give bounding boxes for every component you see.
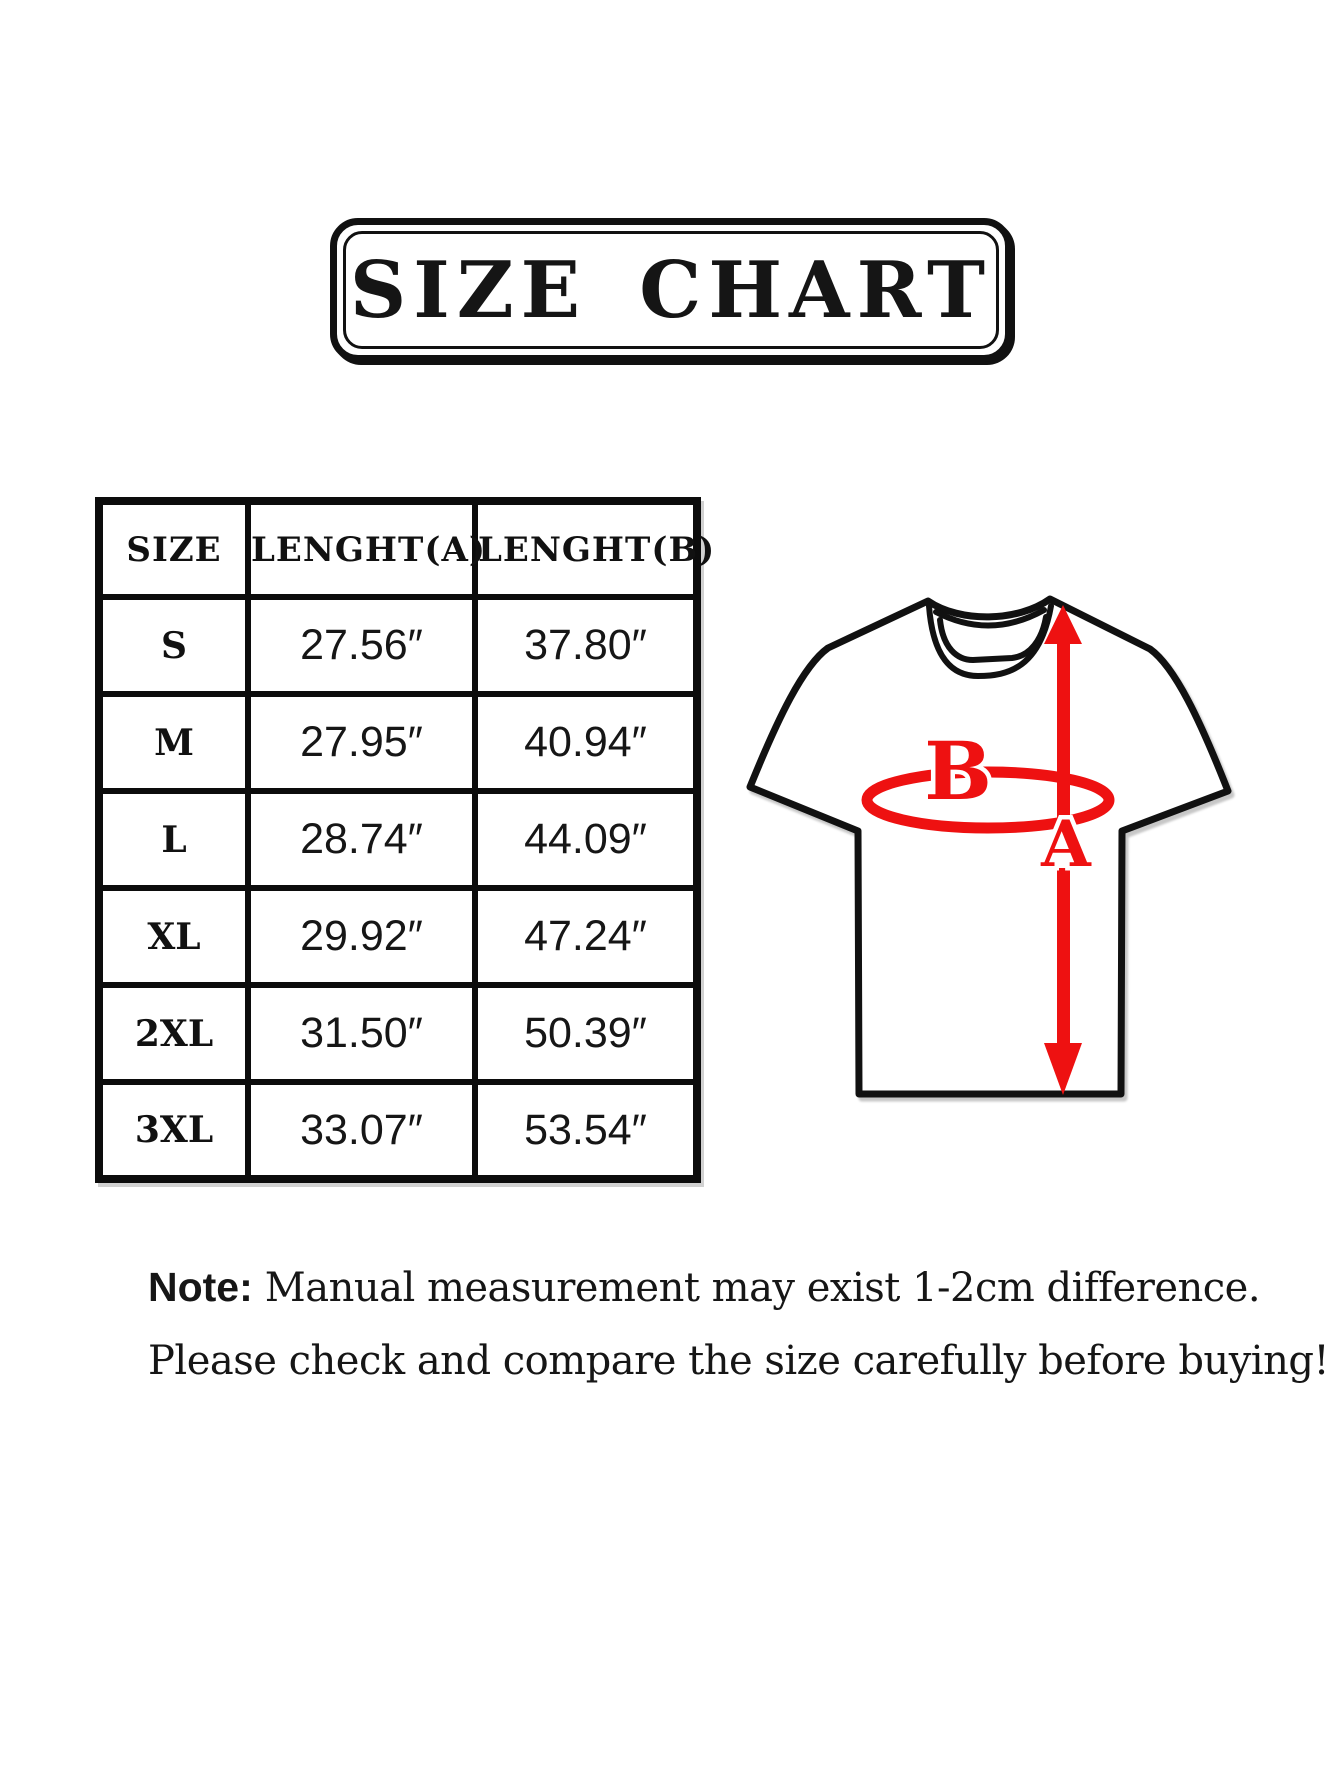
length-a-value: 28.74″: [248, 791, 475, 888]
note-prefix: Note:: [148, 1264, 253, 1310]
length-a-value: 27.95″: [248, 694, 475, 791]
note-line-2: [148, 1338, 1329, 1384]
size-label: 3XL: [99, 1082, 248, 1179]
length-b-value: 37.80″: [475, 597, 697, 694]
label-chest-b: B: [924, 724, 992, 818]
size-label: M: [99, 694, 248, 791]
length-b-value: 50.39″: [475, 985, 697, 1082]
note-line-1: [148, 1264, 1260, 1311]
col-header-length-a: LENGHT(A): [248, 501, 475, 597]
length-b-value: 44.09″: [475, 791, 697, 888]
length-a-value: 27.56″: [248, 597, 475, 694]
length-a-value: 29.92″: [248, 888, 475, 985]
length-a-value: 31.50″: [248, 985, 475, 1082]
length-a-value: 33.07″: [248, 1082, 475, 1179]
arrow-shaft-upper: [1057, 640, 1070, 824]
size-label: XL: [99, 888, 248, 985]
col-header-size: SIZE: [99, 501, 248, 597]
length-b-value: 47.24″: [475, 888, 697, 985]
label-length-a: A: [1041, 807, 1091, 882]
note-text-1: Manual measurement may exist 1-2cm difference.: [264, 1265, 1261, 1311]
arrow-shaft-lower: [1057, 868, 1070, 1046]
length-b-value: 53.54″: [475, 1082, 697, 1179]
col-header-length-b: LENGHT(B): [475, 501, 697, 597]
page-title: SIZE CHART: [349, 244, 993, 336]
size-label: L: [99, 791, 248, 888]
note-text-2: Please check and compare the size carefully before buying!: [148, 1338, 1330, 1384]
size-label: S: [99, 597, 248, 694]
length-b-value: 40.94″: [475, 694, 697, 791]
size-label: 2XL: [99, 985, 248, 1082]
